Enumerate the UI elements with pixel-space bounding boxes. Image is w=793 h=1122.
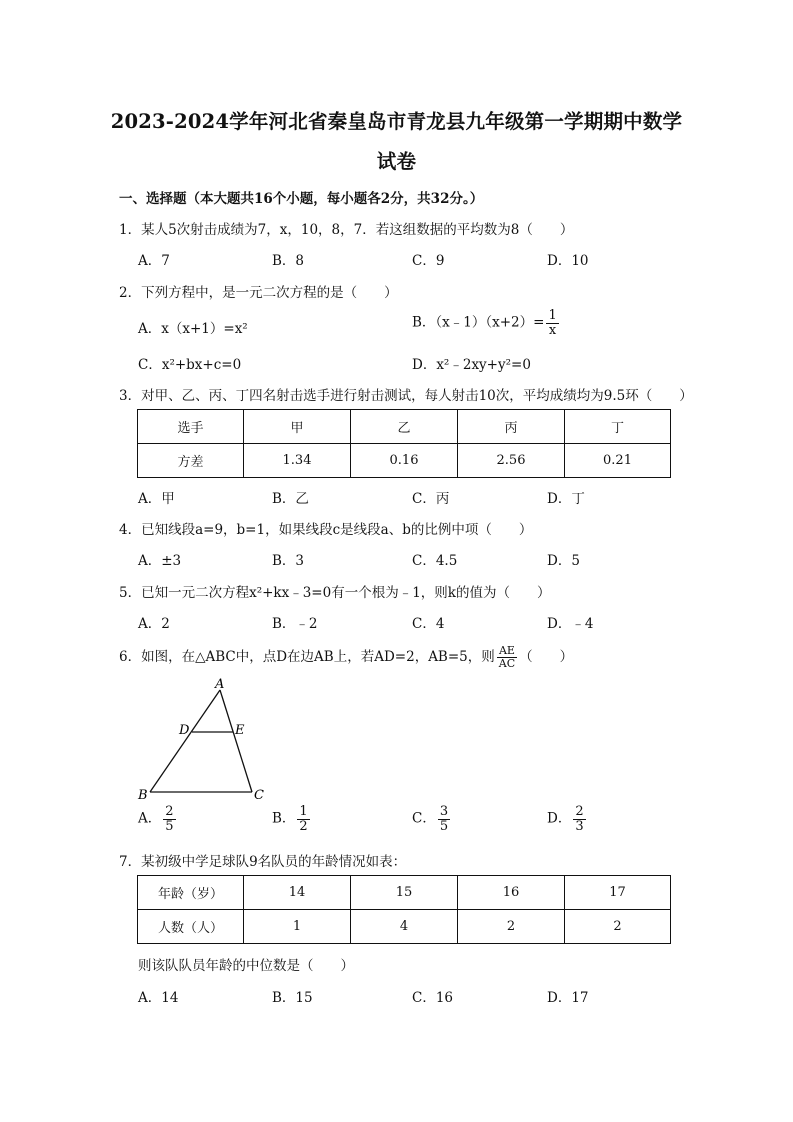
table-cell: 0.21 [565, 444, 671, 478]
label-d: D [179, 723, 190, 738]
q4-option-d: D．5 [547, 553, 580, 569]
q6-option-a [138, 805, 178, 833]
q6-stem-fraction [497, 645, 517, 669]
option-fraction [573, 805, 585, 833]
table-cell: 2.56 [458, 444, 565, 478]
label-b: B [138, 788, 148, 803]
q4-option-a: A．±3 [138, 553, 182, 569]
q3-option-b: B．乙 [272, 491, 309, 507]
fraction-denominator: AC [498, 657, 516, 670]
option-label: A． [138, 810, 162, 827]
q5-option-d: D．﹣4 [547, 616, 594, 632]
table-row [138, 410, 671, 444]
fraction-denominator: 5 [165, 818, 174, 834]
q7-option-a: A．14 [138, 990, 179, 1006]
q1-option-b: B．8 [272, 253, 305, 269]
q2-option-d: D．x²﹣2xy+y²=0 [412, 357, 531, 373]
q6-option-d [547, 805, 588, 833]
q6-stem-suffix: （ ） [519, 649, 574, 665]
q1-stem: 1．某人5次射击成绩为7，x，10，8，7．若这组数据的平均数为8（ ） [119, 222, 574, 238]
q2-option-b-fraction [546, 309, 558, 337]
q6-option-b [272, 805, 312, 833]
table-cell: 方差 [138, 444, 244, 478]
q6-option-c [412, 805, 452, 833]
q5-option-c: C．4 [412, 616, 445, 632]
table-cell: 1 [244, 910, 351, 944]
segment-ab [150, 690, 220, 792]
fraction-numerator: 2 [575, 804, 584, 819]
table-cell: 丁 [565, 410, 671, 444]
table-row [138, 910, 671, 944]
fraction-numerator: AE [498, 644, 515, 658]
q2-option-c: C．x²+bx+c=0 [138, 357, 242, 373]
table-cell: 4 [351, 910, 458, 944]
table-cell: 0.16 [351, 444, 458, 478]
q1-option-d: D．10 [547, 253, 589, 269]
q7-option-d: D．17 [547, 990, 589, 1006]
q3-option-a: A．甲 [138, 491, 175, 507]
q5-option-a: A．2 [138, 616, 170, 632]
q3-stem: 3．对甲、乙、丙、丁四名射击选手进行射击测试，每人射击10次，平均成绩均为9.5环（ ） [119, 388, 693, 404]
option-label: C． [412, 810, 436, 827]
option-label: B． [272, 810, 296, 827]
table-cell: 2 [565, 910, 671, 944]
table-cell: 2 [458, 910, 565, 944]
table-cell: 乙 [351, 410, 458, 444]
doc-title-line1: 2023-2024学年河北省秦皇岛市青龙县九年级第一学期期中数学 [110, 110, 683, 133]
table-cell: 16 [458, 876, 565, 910]
q2-option-b [412, 309, 561, 337]
fraction-denominator: 2 [299, 818, 308, 834]
q3-option-c: C．丙 [412, 491, 450, 507]
table-row [138, 876, 671, 910]
table-cell: 年龄（岁） [138, 876, 244, 910]
q2-option-b-prefix: B．（x﹣1）（x+2）= [412, 314, 545, 331]
q7-table [137, 875, 671, 944]
table-cell: 丙 [458, 410, 565, 444]
q4-option-b: B．3 [272, 553, 305, 569]
fraction-numerator: 3 [439, 804, 449, 819]
q2-stem: 2．下列方程中，是一元二次方程的是（ ） [119, 285, 398, 301]
table-cell: 人数（人） [138, 910, 244, 944]
table-cell: 1.34 [244, 444, 351, 478]
label-e: E [235, 723, 245, 738]
segment-ac [220, 690, 252, 792]
option-fraction [297, 805, 309, 833]
fraction-numerator: 2 [165, 804, 174, 819]
fraction-denominator: 5 [439, 818, 449, 834]
q4-option-c: C．4.5 [412, 553, 458, 569]
table-row [138, 444, 671, 478]
q5-stem: 5．已知一元二次方程x²+kx﹣3=0有一个根为﹣1，则k的值为（ ） [119, 585, 551, 601]
q3-table [137, 409, 671, 478]
table-cell: 甲 [244, 410, 351, 444]
fraction-numerator: 1 [299, 804, 308, 819]
q7-stem: 7．某初级中学足球队9名队员的年龄情况如表： [119, 854, 407, 870]
section-heading: 一、选择题（本大题共16个小题，每小题各2分，共32分。） [119, 191, 484, 207]
triangle-figure [130, 676, 280, 806]
fraction-numerator: 1 [548, 308, 557, 323]
q1-option-c: C．9 [412, 253, 445, 269]
q7-followup: 则该队队员年龄的中位数是（ ） [138, 958, 354, 974]
table-cell: 17 [565, 876, 671, 910]
fraction-denominator: 3 [575, 818, 584, 834]
label-c: C [254, 788, 264, 803]
q6-stem-prefix: 6．如图，在△ABC中，点D在边AB上，若AD=2，AB=5，则 [119, 649, 495, 665]
option-fraction [163, 805, 175, 833]
q7-option-b: B．15 [272, 990, 313, 1006]
option-fraction [438, 805, 450, 833]
option-label: D． [547, 810, 572, 827]
doc-title-line2: 试卷 [376, 150, 417, 173]
q6-stem [119, 645, 573, 670]
q1-option-a: A．7 [138, 253, 170, 269]
fraction-denominator: x [548, 322, 557, 338]
table-cell: 15 [351, 876, 458, 910]
label-a: A [215, 677, 225, 692]
q7-option-c: C．16 [412, 990, 454, 1006]
q3-option-d: D．丁 [547, 491, 585, 507]
table-cell: 选手 [138, 410, 244, 444]
table-cell: 14 [244, 876, 351, 910]
q5-option-b: B．﹣2 [272, 616, 318, 632]
q2-option-a: A．x（x+1）=x² [138, 321, 248, 337]
q4-stem: 4．已知线段a=9，b=1，如果线段c是线段a、b的比例中项（ ） [119, 522, 533, 538]
